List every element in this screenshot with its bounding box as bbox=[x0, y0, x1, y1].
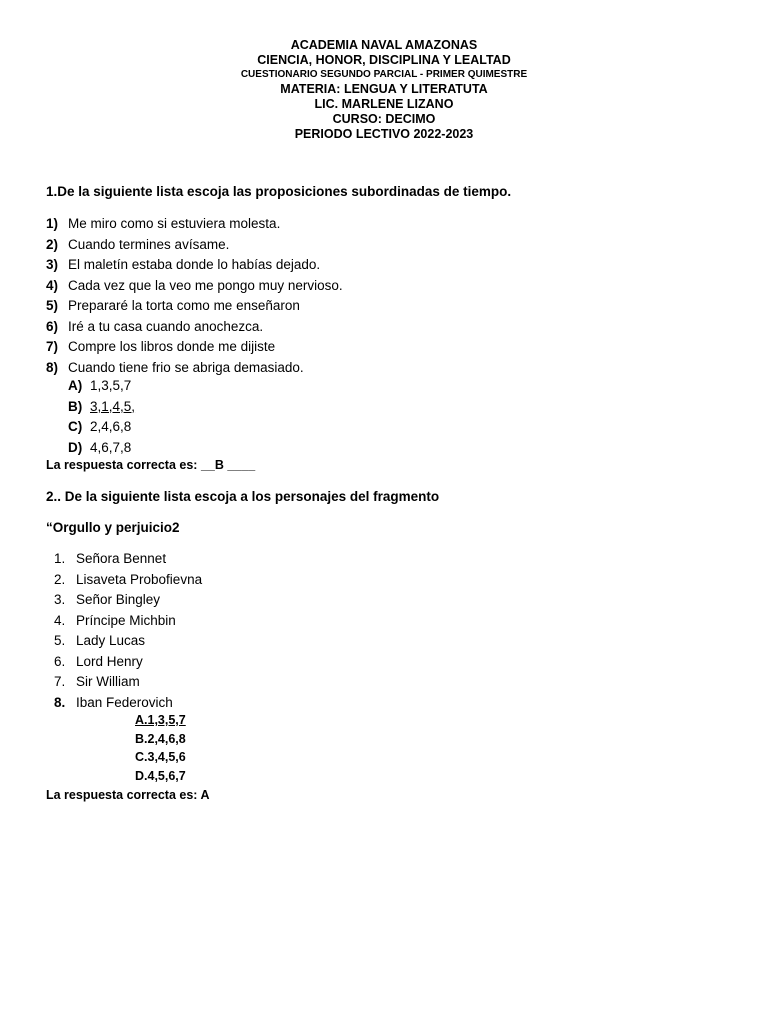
item-text: Cada vez que la veo me pongo muy nervioso. bbox=[68, 277, 343, 293]
list-item bbox=[54, 549, 202, 570]
item-number: 8. bbox=[54, 694, 66, 710]
option-label: C) bbox=[68, 419, 83, 434]
item-number: 1. bbox=[54, 551, 66, 566]
item-number: 6. bbox=[54, 653, 66, 669]
item-text: Cuando tiene frio se abriga demasiado. bbox=[68, 359, 304, 375]
answer-option: C.3,4,5,6 bbox=[135, 750, 186, 764]
item-text: El maletín estaba donde lo habías dejado. bbox=[68, 257, 321, 272]
list-item bbox=[46, 276, 343, 297]
item-number: 7. bbox=[54, 674, 66, 689]
list-item bbox=[46, 337, 343, 358]
item-number: 2) bbox=[46, 236, 59, 252]
question-2-answer: La respuesta correcta es: A bbox=[46, 788, 210, 802]
list-item bbox=[54, 693, 202, 714]
document-header bbox=[0, 38, 768, 142]
option-text-selected: 3,1,4,5, bbox=[90, 398, 136, 414]
item-text: Señora Bennet bbox=[76, 551, 167, 566]
item-number: 4. bbox=[54, 612, 66, 628]
item-text: Señor Bingley bbox=[76, 592, 161, 607]
subject: MATERIA: LENGUA Y LITERATUTA bbox=[280, 82, 488, 96]
question-2-title: 2.. De la siguiente lista escoja a los personajes del fragmento bbox=[46, 489, 440, 504]
item-number: 5. bbox=[54, 633, 66, 648]
question-2-list bbox=[54, 549, 202, 713]
question-2-options bbox=[135, 711, 186, 785]
answer-option bbox=[68, 376, 135, 397]
answer-option bbox=[68, 417, 135, 438]
option-text: 1,3,5,7 bbox=[90, 378, 132, 393]
item-text: Iban Federovich bbox=[76, 694, 173, 710]
item-text: Cuando termines avísame. bbox=[68, 236, 230, 252]
question-2-subtitle: “Orgullo y perjuicio2 bbox=[46, 520, 180, 535]
answer-option bbox=[68, 438, 135, 459]
question-1-title: 1.De la siguiente lista escoja las proposiciones subordinadas de tiempo. bbox=[46, 184, 512, 199]
option-label: D) bbox=[68, 439, 83, 455]
item-text: Me miro como si estuviera molesta. bbox=[68, 216, 281, 231]
item-text: Sir William bbox=[76, 674, 140, 689]
item-number: 8) bbox=[46, 359, 59, 375]
teacher: LIC. MARLENE LIZANO bbox=[314, 97, 454, 111]
list-item bbox=[46, 317, 343, 338]
item-text: Compre los libros donde me dijiste bbox=[68, 339, 276, 354]
school-year: PERIODO LECTIVO 2022-2023 bbox=[294, 127, 474, 141]
answer-option: B.2,4,6,8 bbox=[135, 731, 186, 746]
list-item bbox=[54, 590, 202, 611]
item-text: Iré a tu casa cuando anochezca. bbox=[68, 318, 264, 334]
question-1-answer: La respuesta correcta es: __B ____ bbox=[46, 458, 256, 472]
list-item bbox=[46, 296, 343, 317]
list-item bbox=[46, 235, 343, 256]
item-text: Prepararé la torta como me enseñaron bbox=[68, 298, 300, 313]
item-text: Lord Henry bbox=[76, 653, 143, 669]
option-text: 4,6,7,8 bbox=[90, 439, 132, 455]
item-text: Lady Lucas bbox=[76, 633, 146, 648]
list-item bbox=[46, 255, 343, 276]
item-number: 4) bbox=[46, 277, 59, 293]
item-text: Príncipe Michbin bbox=[76, 612, 176, 628]
school-motto: CIENCIA, HONOR, DISCIPLINA Y LEALTAD bbox=[257, 53, 511, 67]
list-item bbox=[54, 611, 202, 632]
item-number: 6) bbox=[46, 318, 59, 334]
item-text: Lisaveta Probofievna bbox=[76, 571, 203, 587]
answer-option-selected: A.1,3,5,7 bbox=[135, 713, 186, 727]
list-item bbox=[54, 652, 202, 673]
option-label: A) bbox=[68, 378, 83, 393]
list-item bbox=[46, 214, 343, 235]
exam-title: CUESTIONARIO SEGUNDO PARCIAL - PRIMER QUIMESTRE bbox=[240, 69, 528, 80]
item-number: 7) bbox=[46, 339, 59, 354]
item-number: 2. bbox=[54, 571, 66, 587]
question-1-list bbox=[46, 214, 343, 378]
option-label: B) bbox=[68, 398, 83, 414]
question-1-options bbox=[68, 376, 135, 458]
item-number: 5) bbox=[46, 298, 59, 313]
item-number: 3) bbox=[46, 257, 59, 272]
item-number: 3. bbox=[54, 592, 66, 607]
list-item bbox=[46, 358, 343, 379]
course: CURSO: DECIMO bbox=[332, 112, 436, 126]
list-item bbox=[54, 570, 202, 591]
list-item bbox=[54, 631, 202, 652]
school-name: ACADEMIA NAVAL AMAZONAS bbox=[290, 38, 478, 52]
option-text: 2,4,6,8 bbox=[90, 419, 132, 434]
list-item bbox=[54, 672, 202, 693]
answer-option bbox=[68, 397, 135, 418]
answer-option: D.4,5,6,7 bbox=[135, 768, 186, 783]
item-number: 1) bbox=[46, 216, 59, 231]
